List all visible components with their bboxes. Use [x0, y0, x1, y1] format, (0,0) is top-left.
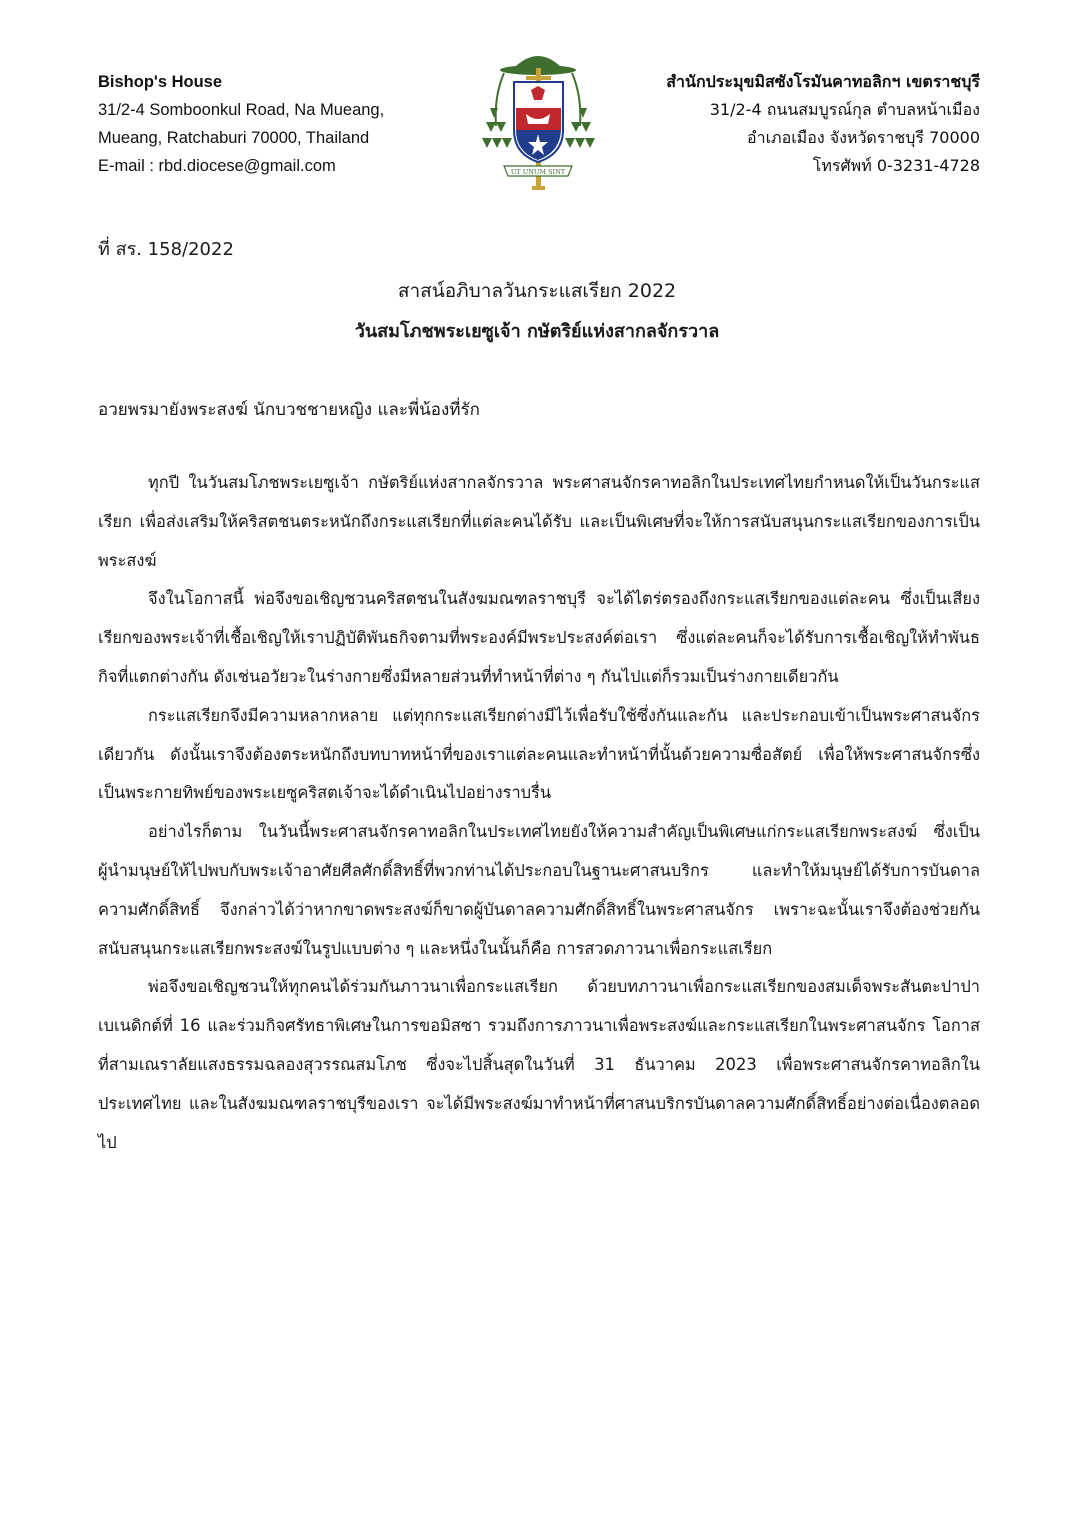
document-title: สาสน์อภิบาลวันกระแสเรียก 2022 [397, 280, 677, 302]
org-name-thai: สำนักประมุขมิสซังโรมันคาทอลิกฯ เขตราชบุรี [666, 72, 980, 91]
crest-motto: UT UNUM SINT [510, 168, 566, 176]
paragraph-5: พ่อจึงขอเชิญชวนให้ทุกคนได้ร่วมกันภาวนาเพื่อกระแสเรียก ด้วยบทภาวนาเพื่อกระแสเรียกของสมเด็จพระสันตะปาปาเบเนดิกต์ที่ 16 และร่วมกิจศรัทธาพิเศษในการขอมิสซา รวมถึงการภาวนาเพื่อพระสงฆ์และกระแสเรียกในพระศาสนจักร โอกาสที่สามเณราลัยแสงธรรมฉลองสุวรรณสมโภช ซึ่งจะไปสิ้นสุดในวันที่ 31 ธันวาคม 2023 เพื่อพระศาสนจักรคาทอลิกในประเทศไทย และในสังฆมณฑลราชบุรีของเรา จะได้มีพระสงฆ์มาทำหน้าที่ศาสนบริกรบันดาลความศักดิ์สิทธิ์อย่างต่อเนื่องตลอดไป [98, 977, 980, 1152]
paragraph-2: จึงในโอกาสนี้ พ่อจึงขอเชิญชวนคริสตชนในสังฆมณฑลราชบุรี จะได้ไตร่ตรองถึงกระแสเรียกของแต่ละคน ซึ่งเป็นเสียงเรียกของพระเจ้าที่เชื้อเชิญให้เราปฏิบัติพันธกิจตามที่พระองค์มีพระประสงค์ต่อเรา ซึ่งแต่ละคนก็จะได้รับการเชื้อเชิญให้ทำพันธกิจที่แตกต่างกัน ดังเช่นอวัยวะในร่างกายซึ่งมีหลายส่วนที่ทำหน้าที่ต่าง ๆ กันไปแต่ก็รวมเป็นร่างกายเดียวกัน [98, 589, 980, 686]
address-line-2: Mueang, Ratchaburi 70000, Thailand [98, 129, 370, 147]
crest-icon [476, 46, 601, 198]
phone-line: โทรศัพท์ 0-3231-4728 [812, 156, 980, 175]
salutation: อวยพรมายังพระสงฆ์ นักบวชชายหญิง และพี่น้องที่รัก [98, 400, 480, 420]
header-right-address [666, 68, 980, 180]
header-left-address [98, 68, 384, 180]
paragraph-3: กระแสเรียกจึงมีความหลากหลาย แต่ทุกกระแสเรียกต่างมีไว้เพื่อรับใช้ซึ่งกันและกัน และประกอบเข้าเป็นพระศาสนจักรเดียวกัน ดังนั้นเราจึงต้องตระหนักถึงบทบาทหน้าที่ของเราแต่ละคนและทำหน้าที่นั้นด้วยความซื่อสัตย์ เพื่อให้พระศาสนจักรซึ่งเป็นพระกายทิพย์ของพระเยซูคริสตเจ้าจะได้ดำเนินไปอย่างราบรื่น [98, 705, 980, 803]
thai-address-line-1: 31/2-4 ถนนสมบูรณ์กุล ตำบลหน้าเมือง [709, 100, 980, 119]
thai-address-line-2: อำเภอเมือง จังหวัดราชบุรี 70000 [746, 128, 980, 147]
address-line-1: 31/2-4 Somboonkul Road, Na Mueang, [98, 101, 385, 119]
diocese-crest-logo [476, 46, 601, 198]
document-subtitle: วันสมโภชพระเยซูเจ้า กษัตริย์แห่งสากลจักรวาล [354, 321, 720, 342]
email-line: E-mail : rbd.diocese@gmail.com [98, 157, 336, 175]
letter-body [98, 464, 980, 1162]
paragraph-1: ทุกปี ในวันสมโภชพระเยซูเจ้า กษัตริย์แห่งสากลจักรวาล พระศาสนจักรคาทอลิกในประเทศไทยกำหนดให้เป็นวันกระแสเรียก เพื่อส่งเสริมให้คริสตชนตระหนักถึงกระแสเรียกที่แต่ละคนได้รับ และเป็นพิเศษที่จะให้การสนับสนุนกระแสเรียกของการเป็นพระสงฆ์ [98, 473, 980, 570]
org-name-english: Bishop's House [98, 73, 223, 91]
paragraph-4: อย่างไรก็ตาม ในวันนี้พระศาสนจักรคาทอลิกในประเทศไทยยังให้ความสำคัญเป็นพิเศษแก่กระแสเรียกพระสงฆ์ ซึ่งเป็นผู้นำมนุษย์ให้ไปพบกับพระเจ้าอาศัยศีลศักดิ์สิทธิ์ที่พวกท่านได้ประกอบในฐานะศาสนบริกร และทำให้มนุษย์ได้รับการบันดาลความศักดิ์สิทธิ์ จึงกล่าวได้ว่าหากขาดพระสงฆ์ก็ขาดผู้บันดาลความศักดิ์สิทธิ์ในพระศาสนจักร เพราะฉะนั้นเราจึงต้องช่วยกันสนับสนุนกระแสเรียกพระสงฆ์ในรูปแบบต่าง ๆ และหนึ่งในนั้นก็คือ การสวดภาวนาเพื่อกระแสเรียก [98, 822, 980, 958]
reference-number: ที่ สร. 158/2022 [98, 239, 234, 260]
